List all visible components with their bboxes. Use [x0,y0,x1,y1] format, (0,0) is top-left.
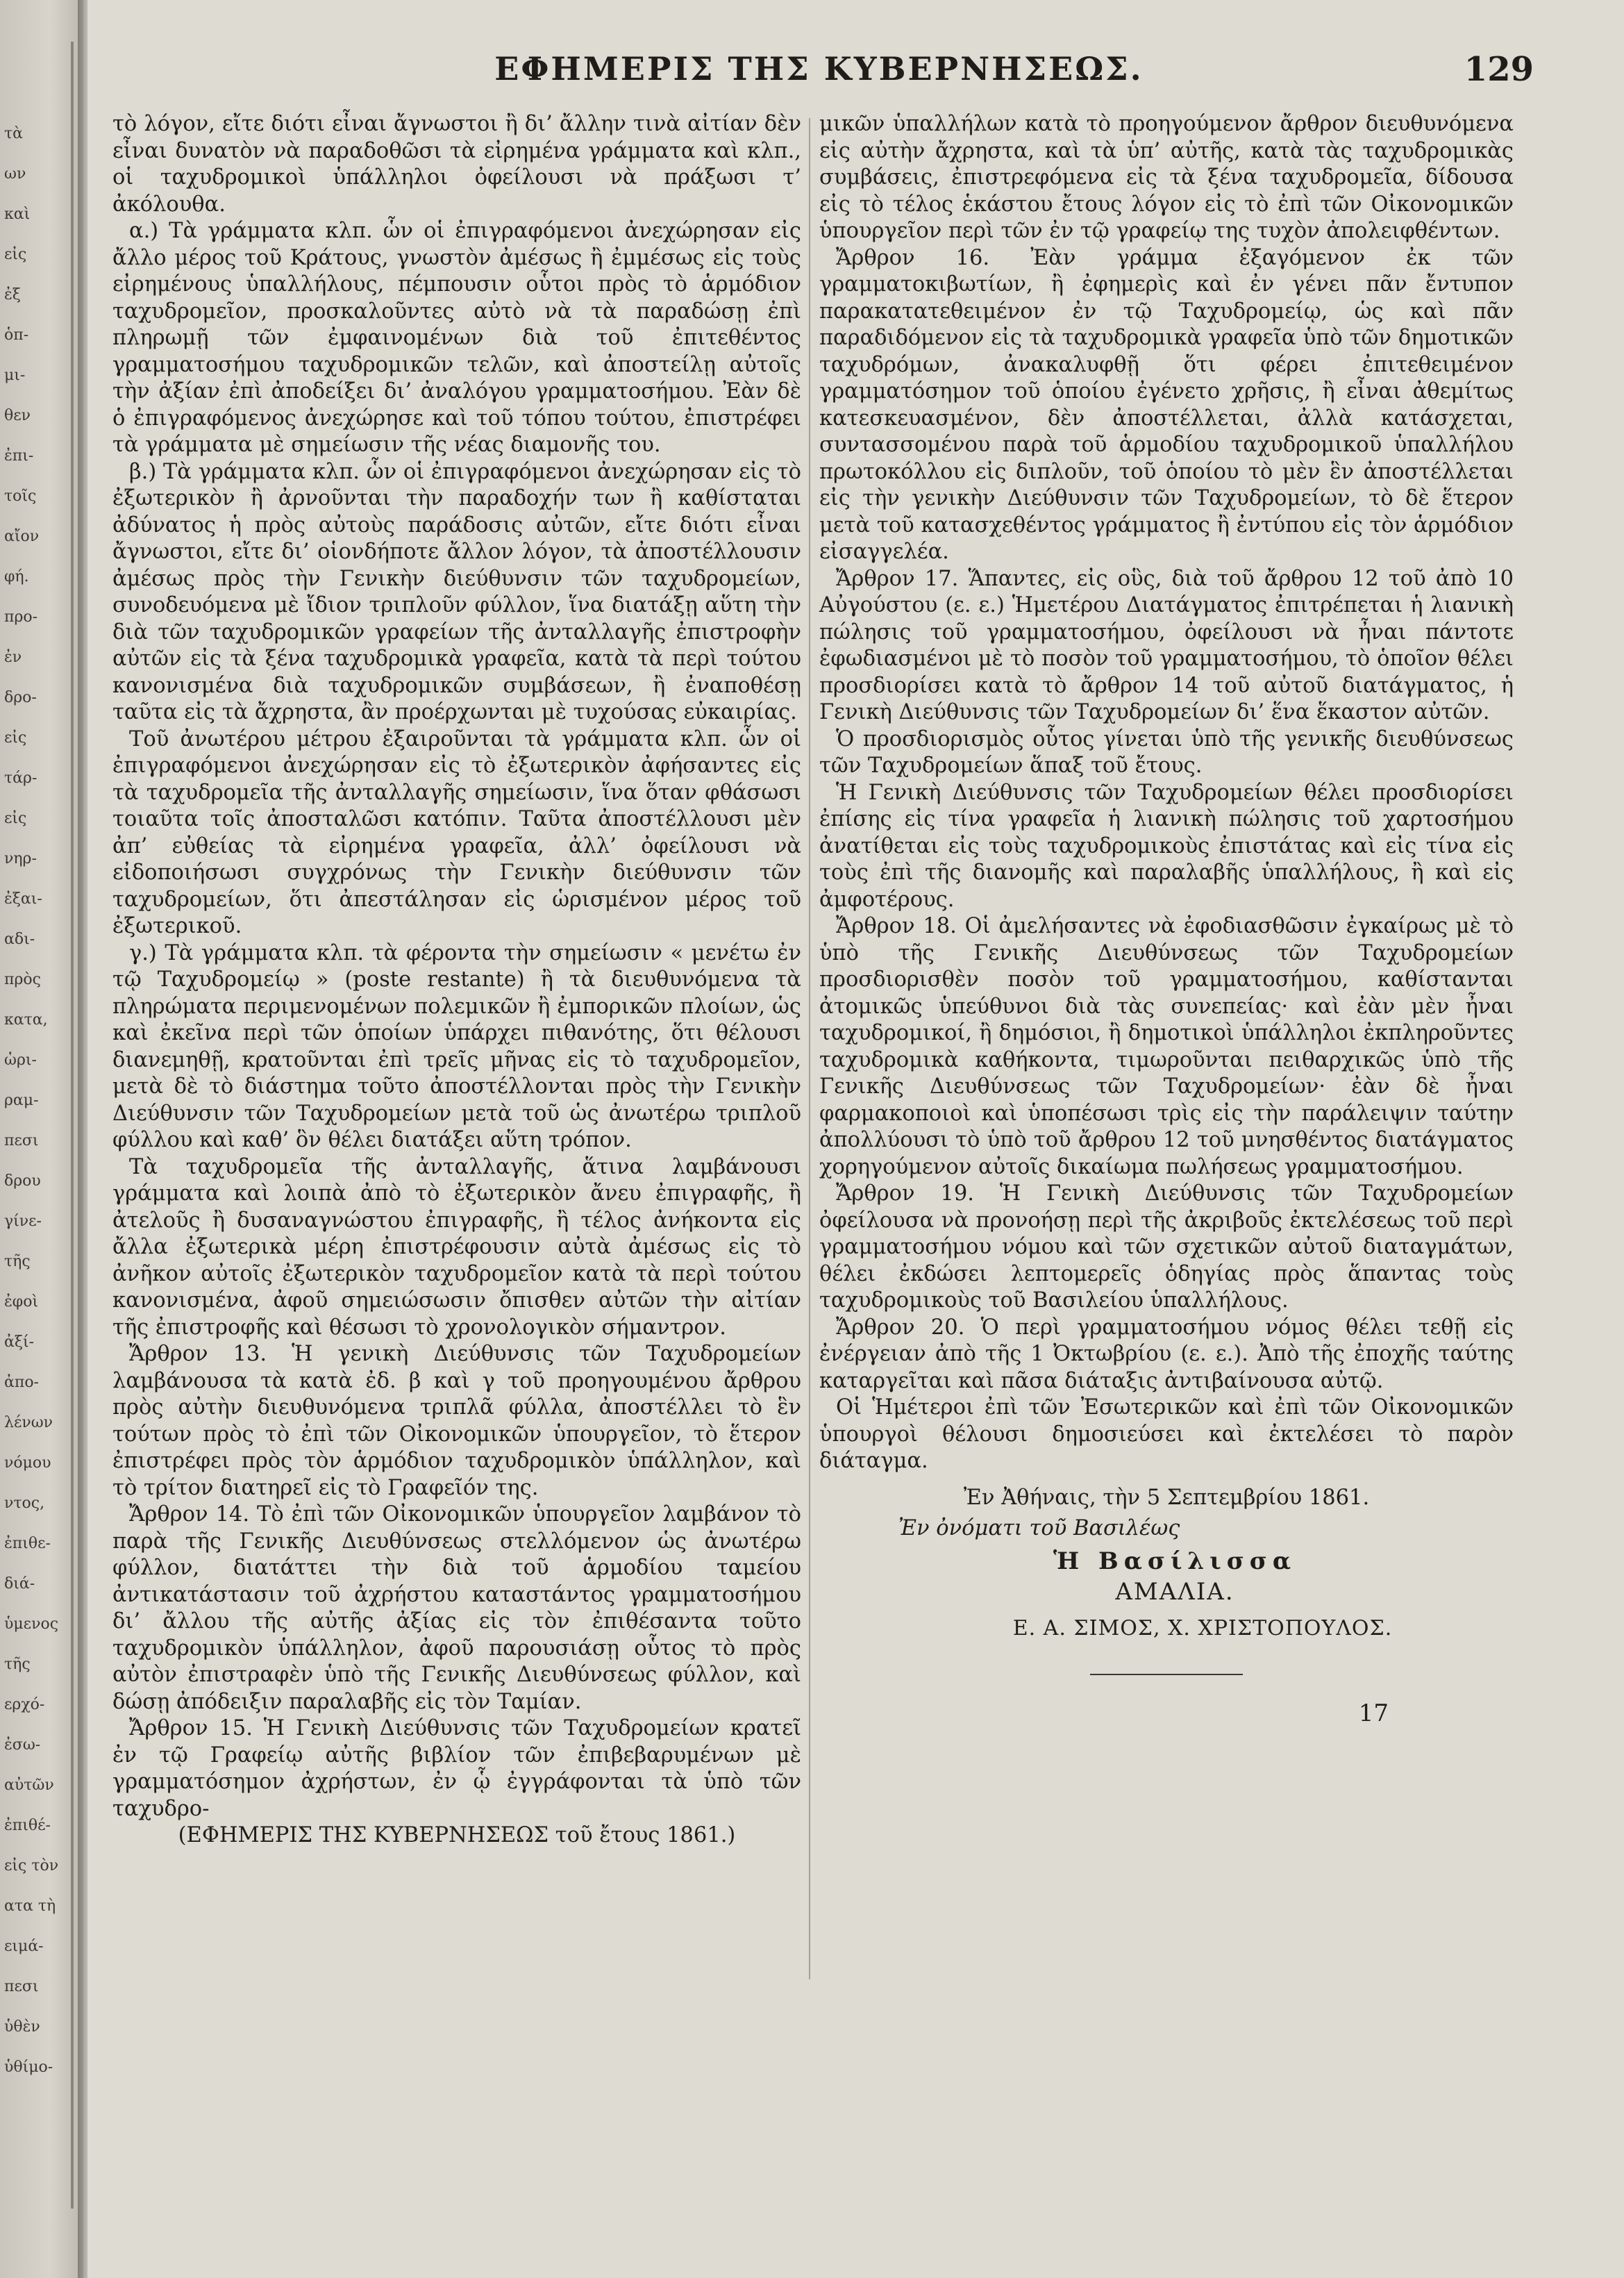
margin-fragment: αἴον [4,528,40,545]
right-column [819,111,1514,1727]
margin-fragment: ατα τὴ [4,1897,56,1915]
page-fold-edge [78,0,87,2278]
paragraph: β.) Τὰ γράμματα κλπ. ὧν οἱ ἐπιγραφόμενοι ἀνεχώρησαν εἰς τὸ ἐξωτερικὸν ἢ ἀρνοῦνται τὴν παραδοχήν των ἢ καθίσταται ἀδύνατος ἡ πρὸς αὐτοὺς παράδοσις αὐτῶν, εἴτε διότι εἶναι ἄγνωστοι, εἴτε δι’ οἱονδήποτε ἄλλον λόγον, τὰ ἀποστέλλουσιν ἀμέσως πρὸς τὴν Γενικὴν διεύθυνσιν τῶν ταχυδρομείων, συνοδευόμενα μὲ ἴδιον τριπλοῦν φύλλον, ἵνα διατάξῃ αὕτη τὴν διὰ τῶν ταχυδρομικῶν γραφείων τῆς ἀνταλλαγῆς ἐπιστροφὴν αὐτῶν εἰς τὰ ξένα ταχυδρομικὰ γραφεῖα, κατὰ τὰ περὶ τούτου κανονισμένα διὰ ταχυδρομικῶν συμβάσεων, ἢ ἐναποθέσῃ ταῦτα εἰς τὰ ἄχρηστα, ἂν προέρχωνται μὲ τυχούσας εὐκαιρίας. [112,459,801,724]
gazette-year-note: (ΕΦΗΜΕΡΙΣ ΤΗΣ ΚΥΒΕΡΝΗΣΕΩΣ τοῦ ἔτους 1861.) [178,1823,736,1847]
margin-fragment: νόμου [4,1454,51,1472]
signature-on-behalf: Ἐν ὀνόματι τοῦ Βασιλέως [898,1516,1180,1540]
margin-fragment: καὶ [4,206,31,223]
margin-fragment: φή. [4,568,29,585]
margin-fragment: εἰς [4,729,27,747]
margin-fragment: τοῖς [4,488,37,505]
margin-fragment: ἐπιθε- [4,1535,51,1552]
gutter-line [71,42,74,2209]
margin-fragment: ραμ- [4,1092,39,1109]
margin-fragment: νηρ- [4,850,37,867]
margin-fragment: τῆς [4,1656,31,1673]
margin-fragment: διά- [4,1575,35,1593]
margin-fragment: ἀξί- [4,1333,35,1351]
margin-fragment: δρο- [4,689,37,706]
margin-fragment: γίνε- [4,1213,42,1230]
margin-fragment: ντος, [4,1495,45,1512]
closing-rule [1090,1674,1243,1675]
margin-fragment: λένων [4,1414,53,1431]
margin-fragment: ἐφοὶ [4,1293,39,1311]
margin-fragment: ειμά- [4,1938,44,1955]
margin-fragment: προ- [4,608,38,626]
margin-fragment: θεν [4,407,31,424]
article-13: Ἄρθρον 13. Ἡ γενικὴ Διεύθυνσις τῶν Ταχυδρομείων λαμβάνουσα τὰ κατὰ ἐδ. β καὶ γ τοῦ προηγουμένου ἄρθρου πρὸς αὐτὴν διευθυνόμενα τριπλᾶ φύλλα, ἀποστέλλει τὸ ἓν τούτων πρὸς τὸ ἐπὶ τῶν Οἰκονομικῶν ὑπουργεῖον, τὸ ἕτερον ἐπιστρέφει πρὸς τὸν ἁρμόδιον ταχυδρομικὸν ὑπάλληλον, καὶ τὸ τρίτον διατηρεῖ εἰς τὸ Γραφεῖόν της. [112,1342,801,1500]
paragraph: Οἱ Ἡμέτεροι ἐπὶ τῶν Ἐσωτερικῶν καὶ ἐπὶ τῶν Οἰκονομικῶν ὑπουργοὶ θέλουσι δημοσιεύσει καὶ ἐκτελέσει τὸ παρὸν διάταγμα. [819,1395,1514,1473]
paragraph: τὸ λόγον, εἴτε διότι εἶναι ἄγνωστοι ἢ δι’ ἄλλην τινὰ αἰτίαν δὲν εἶναι δυνατὸν νὰ παραδοθῶσι τὰ εἰρημένα γράμματα καὶ κλπ., οἱ ταχυδρομικοὶ ὑπάλληλοι ὀφείλουσι νὰ πράξωσι τ’ ἀκόλουθα. [112,112,801,217]
margin-fragment: ἐν [4,649,22,666]
paragraph: μικῶν ὑπαλλήλων κατὰ τὸ προηγούμενον ἄρθρον διευθυνόμενα εἰς αὐτὴν ἄχρηστα, καὶ τὰ ὑπ’ αὐτῆς, κατὰ τὰς ταχυδρομικὰς συμβάσεις, ἐπιστρεφόμενα εἰς τὰ ξένα ταχυδρομεῖα, δίδουσα εἰς τὸ τέλος ἑκάστου ἔτους λόγον εἰς τὸ ἐπὶ τῶν Οἰκονομικῶν ὑπουργεῖον περὶ τῶν ἐν τῷ γραφείῳ της τυχὸν ἀπολειφθέντων. [819,112,1514,243]
margin-fragment: ἐξαι- [4,890,42,908]
article-19: Ἄρθρον 19. Ἡ Γενικὴ Διεύθυνσις τῶν Ταχυδρομείων ὀφείλουσα νὰ προνοήσῃ περὶ τῆς ἀκριβοῦς ἐκτελέσεως τοῦ περὶ γραμματοσήμου νόμου καὶ τῶν σχετικῶν αὐτοῦ διαταγμάτων, θέλει ἐκδώσει λεπτομερεῖς ὁδηγίας πρὸς ἅπαντας τοὺς ταχυδρομικοὺς τοῦ Βασιλείου ὑπαλλήλους. [819,1181,1514,1313]
margin-fragment: ἐξ [4,286,21,304]
margin-fragment: ἐπιθέ- [4,1817,51,1834]
signature-name: ΑΜΑΛΙΑ. [1115,1578,1234,1606]
margin-fragment: εἰς [4,810,27,827]
signature-queen: Ἡ Βασίλισσα [1053,1547,1297,1575]
paragraph: Τοῦ ἀνωτέρου μέτρου ἐξαιροῦνται τὰ γράμματα κλπ. ὧν οἱ ἐπιγραφόμενοι ἀνεχώρησαν εἰς τὸ ἐξωτερικὸν ἀφήσαντες εἰς τὰ ταχυδρομεῖα τῆς ἀνταλλαγῆς σημείωσιν, ἵνα ὅταν φθάσωσι τοιαῦτα τοῖς ἀποσταλῶσι κατόπιν. Ταῦτα ἀποστέλλουσι μὲν ἀπ’ εὐθείας τὰ εἰρημένα γραφεῖα, ἀλλ’ ὀφείλουσι νὰ εἰδοποιήσωσι συγχρόνως τὴν Γενικὴν διεύθυνσιν τῶν ταχυδρομείων, ὅτι ἀπεστάλησαν εἰς ὡρισμένον μέρος τοῦ ἐξωτερικοῦ. [112,726,801,938]
margin-fragment: ἐσω- [4,1736,41,1754]
margin-fragment: ὑθίμο- [4,2059,53,2076]
margin-fragment: πεσι [4,1132,39,1149]
margin-fragment: ων [4,165,26,183]
margin-fragment: αδι- [4,931,35,948]
paragraph: α.) Τὰ γράμματα κλπ. ὧν οἱ ἐπιγραφόμενοι ἀνεχώρησαν εἰς ἄλλο μέρος τοῦ Κράτους, γνωστὸν ἀμέσως ἢ ἐμμέσως εἰς τοὺς εἰρημένους ὑπαλλήλους, πέμπουσιν οὗτοι πρὸς τὸ ἁρμόδιον ταχυδρομεῖον, προσκαλοῦντες αὐτὸ νὰ τὰ παραδώσῃ ἐπὶ πληρωμῇ τῶν ἐμφαινομένων διὰ τοῦ ἐπιτεθέντος γραμματοσήμου ταχυδρομικῶν τελῶν, καὶ ἀποστείλῃ αὐτοῖς τὴν ἀξίαν ἐπὶ ἀποδείξει δι’ ἀναλόγου γραμματοσήμου. Ἐὰν δὲ ὁ ἐπιγραφόμενος ἀνεχώρησε καὶ τοῦ τόπου τούτου, ἐπιστρέφει τὰ γράμματα μὲ σημείωσιν τῆς νέας διαμονῆς του. [112,219,801,457]
margin-fragment: ὑμενος [4,1615,59,1633]
article-18: Ἄρθρον 18. Οἱ ἀμελήσαντες νὰ ἐφοδιασθῶσιν ἐγκαίρως μὲ τὸ ὑπὸ τῆς Γενικῆς Διευθύνσεως τῶν Ταχυδρομείων προσδιορισθὲν ποσὸν τοῦ γραμματοσήμου, καθίστανται ἀτομικῶς ὑπεύθυνοι διὰ τὰς συνεπείας· καὶ ἐὰν μὲν ἦναι ταχυδρομικοί, ἢ δημόσιοι, ἢ δημοτικοὶ ὑπάλληλοι ἐκπληροῦντες ταχυδρομικὰ καθήκοντα, τιμωροῦνται πειθαρχικῶς ὑπὸ τῆς Γενικῆς Διευθύνσεως τῶν Ταχυδρομείων· ἐὰν δὲ ἦναι φαρμακοποιοὶ καὶ ὑποπέσωσι τρὶς εἰς τὴν παράλειψιν ταύτην ἀπολλύουσι τὸ ὑπὸ τοῦ ἄρθρου 12 τοῦ μνησθέντος διατάγματος χορηγούμενον αὐτοῖς δικαίωμα πωλήσεως γραμματοσήμου. [819,914,1514,1179]
column-divider [809,118,810,1979]
signature-date: Ἐν Ἀθήναις, τὴν 5 Σεπτεμβρίου 1861. [963,1485,1370,1510]
margin-fragment: τῆς [4,1253,31,1270]
margin-fragment: ὡρι- [4,1051,37,1069]
paragraph: Ὁ προσδιορισμὸς οὗτος γίνεται ὑπὸ τῆς γενικῆς διευθύνσεως τῶν Ταχυδρομείων ἅπαξ τοῦ ἔτους. [819,726,1514,778]
margin-fragment: ερχό- [4,1696,45,1713]
margin-fragment: εἰς τὸν [4,1857,59,1874]
page-number: 129 [1464,50,1534,89]
margin-fragment: ἀπο- [4,1374,39,1391]
margin-fragment: τὰ [4,125,24,142]
page-header [104,50,1534,106]
margin-fragment: ὁπ- [4,326,29,344]
paragraph: γ.) Τὰ γράμματα κλπ. τὰ φέροντα τὴν σημείωσιν « μενέτω ἐν τῷ Ταχυδρομείῳ » (poste restante) ἢ τὰ διευθυνόμενα τὰ πληρώματα περιμενομένων πολεμικῶν ἢ ἐμπορικῶν πλοίων, ὡς καὶ ἐκεῖνα περὶ τῶν ὁποίων ὑπάρχει πιθανότης, ὅτι θέλουσι διανεμηθῇ, κρατοῦνται ἐπὶ τρεῖς μῆνας εἰς τὸ ταχυδρομεῖον, μετὰ δὲ τὸ διάστημα τοῦτο ἀποστέλλονται πρὸς τὴν Γενικὴν Διεύθυνσιν τῶν Ταχυδρομείων μετὰ τοῦ ὡς ἀνωτέρω τριπλοῦ φύλλου καὶ καθ’ ὃν θέλει διατάξει αὕτη τρόπον. [112,940,801,1152]
gazette-title: ΕΦΗΜΕΡΙΣ ΤΗΣ ΚΥΒΕΡΝΗΣΕΩΣ. [494,50,1144,88]
article-20: Ἄρθρον 20. Ὁ περὶ γραμματοσήμου νόμος θέλει τεθῇ εἰς ἐνέργειαν ἀπὸ τῆς 1 Ὀκτωβρίου (ε. ε.). Ἀπὸ τῆς ἐποχῆς ταύτης καταργεῖται καὶ πᾶσα διάταξις ἀντιβαίνουσα αὐτῷ. [819,1315,1514,1393]
margin-fragment: τάρ- [4,770,37,787]
paragraph: Ἡ Γενικὴ Διεύθυνσις τῶν Ταχυδρομείων θέλει προσδιορίσει ἐπίσης εἰς τίνα γραφεῖα ἡ λιανικὴ πώλησις τοῦ χαρτοσήμου ἀνατίθεται εἰς τοὺς ταχυδρομικοὺς ἐπιστάτας καὶ εἰς τίνα εἰς τοὺς ἐπὶ τῆς διανομῆς καὶ παραλαβῆς ὑπαλλήλους, ἢ καὶ εἰς ἀμφοτέρους. [819,780,1514,912]
margin-fragment: ἐπι- [4,447,34,465]
margin-fragment: ὑθὲν [4,2018,40,2036]
margin-fragment: πεσι [4,1978,39,1995]
left-column [112,111,801,1849]
margin-fragment: κατα, [4,1011,48,1029]
margin-fragment: πρὸς [4,971,41,988]
margin-fragment: αὐτῶν [4,1777,54,1794]
margin-fragment: δρου [4,1172,41,1190]
margin-fragment: μι- [4,367,26,384]
margin-fragment: εἰς [4,246,27,263]
paragraph: Τὰ ταχυδρομεῖα τῆς ἀνταλλαγῆς, ἅτινα λαμβάνουσι γράμματα καὶ λοιπὰ ἀπὸ τὸ ἐξωτερικὸν ἄνευ ἐπιγραφῆς, ἢ ἀτελοῦς ἢ δυσαναγνώστου ἐπιγραφῆς, ἢ τέλος ἀνήκοντα εἰς ἄλλα ἐξωτερικὰ μέρη ἐπιστρέφουσιν αὐτὰ ἀμέσως εἰς τὸ ἀνῆκον αὐτοῖς ἐξωτερικὸν ταχυδρομεῖον κατὰ τὰ περὶ τούτου κανονισμένα, ἀφοῦ σημειώσωσιν ὄπισθεν αὐτῶν τὴν αἰτίαν τῆς ἐπιστροφῆς καὶ θέσωσι τὸ χρονολογικὸν σήμαντρον. [112,1154,801,1340]
signature-ministers: Ε. Α. ΣΙΜΟΣ, Χ. ΧΡΙΣΤΟΠΟΥΛΟΣ. [1012,1615,1393,1640]
article-16: Ἄρθρον 16. Ἐὰν γράμμα ἐξαγόμενον ἐκ τῶν γραμματοκιβωτίων, ἢ ἐφημερὶς καὶ ἐν γένει πᾶν ἔντυπον παρακατατεθειμένον ἐν τῷ Ταχυδρομείῳ, ὡς καὶ πᾶν παραδιδόμενον εἰς τὰ ταχυδρομικὰ γραφεῖα ὑπὸ τῶν δημοτικῶν ταχυδρόμων, ἀνακαλυφθῇ ὅτι φέρει ἐπιτεθειμένον γραμματόσημον τοῦ ὁποίου ἐγένετο χρῆσις, ἢ εἶναι ἀθεμίτως κατεσκευασμένον, δὲν ἀποστέλλεται, ἀλλὰ κατάσχεται, συντασσομένου παρὰ τοῦ ἁρμοδίου ταχυδρομικοῦ ὑπαλλήλου πρωτοκόλλου εἰς διπλοῦν, τοῦ ὁποίου τὸ μὲν ἓν ἀποστέλλεται εἰς τὴν γενικὴν Διεύθυνσιν τῶν Ταχυδρομείων, τὸ δὲ ἕτερον μετὰ τοῦ κατασχεθέντος γράμματος ἢ ἐντύπου εἰς τὸν ἁρμόδιον εἰσαγγελέα. [819,245,1514,564]
article-15: Ἄρθρον 15. Ἡ Γενικὴ Διεύθυνσις τῶν Ταχυδρομείων κρατεῖ ἐν τῷ Γραφείῳ αὐτῆς βιβλίον τῶν ἐπιβεβαρυμένων μὲ γραμματόσημον ἀχρήστων, ἐν ᾧ ἐγγράφονται τὰ ὑπὸ τῶν ταχυδρο- [112,1716,801,1821]
article-14: Ἄρθρον 14. Τὸ ἐπὶ τῶν Οἰκονομικῶν ὑπουργεῖον λαμβάνον τὸ παρὰ τῆς Γενικῆς Διευθύνσεως στελλόμενον ὡς ἀνωτέρω φύλλον, διατάττει τὴν διὰ τοῦ ἁρμοδίου ταμείου ἀντικατάστασιν τοῦ ἀχρήστου καταστάντος γραμματοσήμου δι’ ἄλλου τῆς αὐτῆς ἀξίας εἰς τὸν ἐπιθέσαντα τοῦτο ταχυδρομικὸν ὑπάλληλον, ἀφοῦ παρουσιάσῃ οὗτος τὸ πρὸς αὐτὸν ἐπιστραφὲν ὑπὸ τῆς Γενικῆς Διευθύνσεως φύλλον, καὶ δώσῃ ἀπόδειξιν παραλαβῆς εἰς τὸν Ταμίαν. [112,1502,801,1714]
article-17: Ἄρθρον 17. Ἅπαντες, εἰς οὓς, διὰ τοῦ ἄρθρου 12 τοῦ ἀπὸ 10 Αὐγούστου (ε. ε.) Ἡμετέρου Διατάγματος ἐπιτρέπεται ἡ λιανικὴ πώλησις τοῦ γραμματοσήμου, ὀφείλουσι νὰ ἦναι πάντοτε ἐφωδιασμένοι μὲ τὸ ποσὸν τοῦ γραμματοσήμου, τὸ ὁποῖον θέλει προσδιορίσει κατὰ τὸ ἄρθρον 14 τοῦ αὐτοῦ διατάγματος, ἡ Γενικὴ Διεύθυνσις τῶν Ταχυδρομείων δι’ ἕνα ἕκαστον αὐτῶν. [819,566,1514,724]
sheet-number: 17 [1358,1699,1389,1727]
